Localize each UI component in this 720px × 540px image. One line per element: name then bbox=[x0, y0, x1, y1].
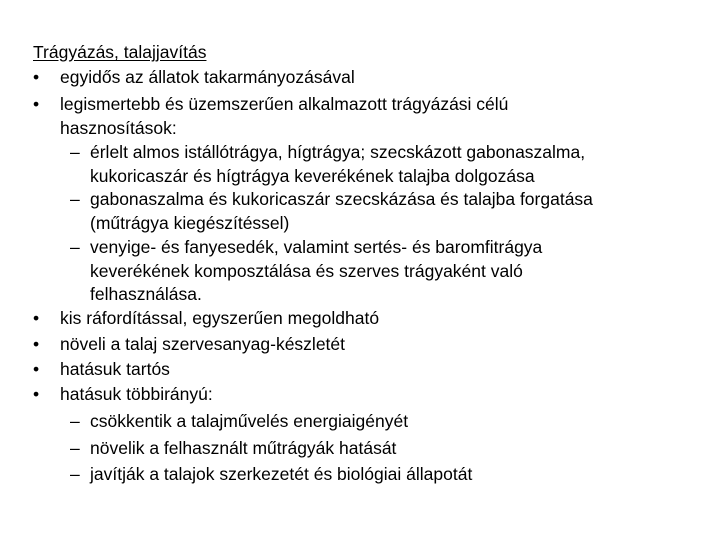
item-text: (műtrágya kiegészítéssel) bbox=[90, 212, 290, 233]
item-text: keverékének komposztálása és szerves trágyaként való bbox=[90, 260, 523, 281]
bullet-marker: • bbox=[33, 308, 40, 328]
dash-marker: – bbox=[70, 438, 80, 458]
sub-item-soil-structure bbox=[70, 463, 473, 487]
bullet-marker: • bbox=[33, 359, 40, 379]
sub-item-energy bbox=[70, 410, 409, 434]
item-text: növeli a talaj szervesanyag-készletét bbox=[60, 334, 346, 354]
slide-title: Trágyázás, talajjavítás bbox=[33, 42, 207, 62]
sub-item-straw bbox=[70, 188, 593, 235]
dash-marker: – bbox=[70, 237, 80, 257]
item-text: venyige- és fanyesedék, valamint sertés- és baromfitrágya bbox=[90, 237, 543, 257]
sub-item-fertilizer bbox=[70, 437, 397, 461]
bullet-marker: • bbox=[33, 94, 40, 114]
sub-item-manure bbox=[70, 141, 586, 188]
bullet-item-multidirectional bbox=[33, 383, 213, 407]
item-text: hatásuk tartós bbox=[60, 359, 170, 379]
dash-marker: – bbox=[70, 142, 80, 162]
item-text: hasznosítások: bbox=[60, 117, 177, 138]
dash-marker: – bbox=[70, 189, 80, 209]
bullet-item-lasting bbox=[33, 358, 170, 382]
dash-marker: – bbox=[70, 411, 80, 431]
item-text: javítják a talajok szerkezetét és biológiai állapotát bbox=[90, 464, 473, 484]
item-text: felhasználása. bbox=[90, 284, 202, 304]
item-text: érlelt almos istállótrágya, hígtrágya; szecskázott gabonaszalma, bbox=[90, 142, 586, 162]
bullet-marker: • bbox=[33, 67, 40, 87]
item-text: hatásuk többirányú: bbox=[60, 384, 213, 404]
item-text: kukoricaszár és hígtrágya keverékének talajba dolgozása bbox=[90, 165, 535, 186]
bullet-marker: • bbox=[33, 384, 40, 404]
bullet-item-uses bbox=[33, 93, 509, 140]
item-text: növelik a felhasznált műtrágyák hatását bbox=[90, 438, 397, 458]
dash-marker: – bbox=[70, 464, 80, 484]
item-text: legismertebb és üzemszerűen alkalmazott trágyázási célú bbox=[60, 94, 509, 114]
bullet-item-feeding bbox=[33, 66, 355, 90]
item-text: gabonaszalma és kukoricaszár szecskázása és talajba forgatása bbox=[90, 189, 593, 209]
bullet-item-low-cost bbox=[33, 307, 380, 331]
bullet-item-organic-matter bbox=[33, 333, 346, 357]
item-text: kis ráfordítással, egyszerűen megoldható bbox=[60, 308, 380, 328]
item-text: csökkentik a talajművelés energiaigényét bbox=[90, 411, 409, 431]
sub-item-compost bbox=[70, 236, 543, 307]
bullet-marker: • bbox=[33, 334, 40, 354]
item-text: egyidős az állatok takarmányozásával bbox=[60, 67, 355, 87]
